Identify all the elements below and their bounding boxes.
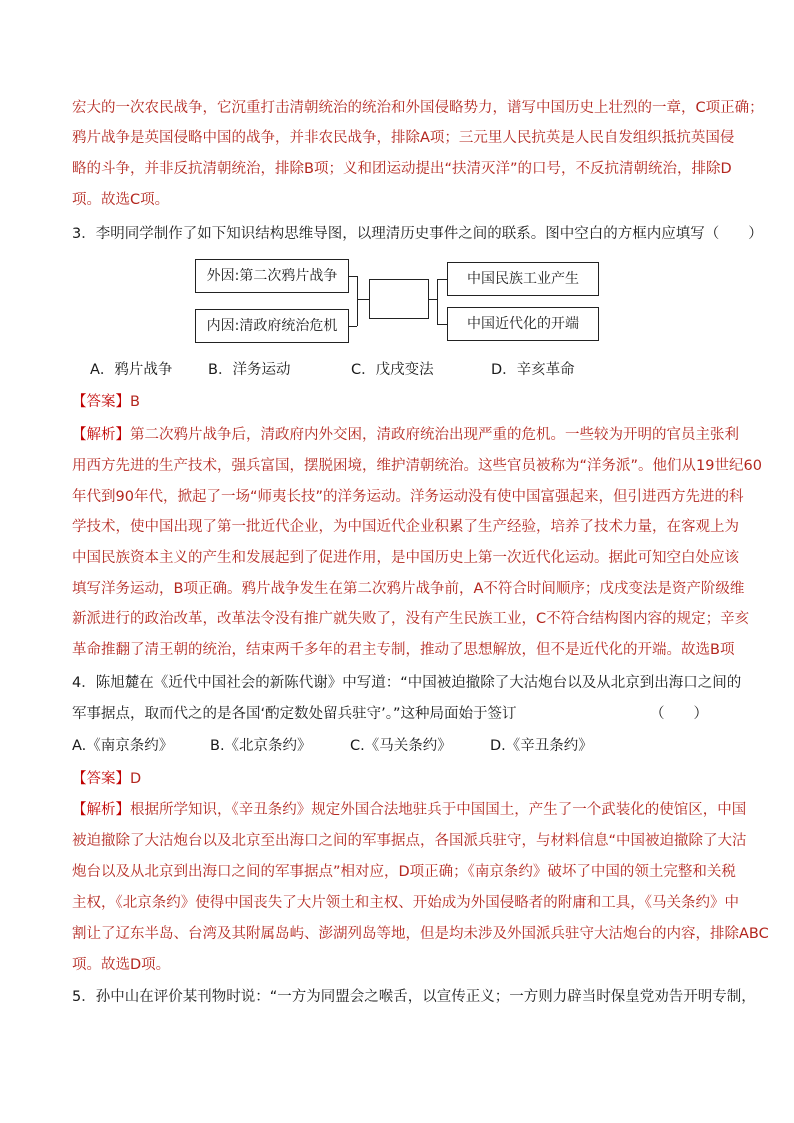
- q3-answer: [72, 392, 722, 412]
- q4-analysis-line-1: 【解析】根据所学知识，《辛丑条约》规定外国合法地驻兵于中国国土，产生了一个武装化的使馆区，中国: [72, 802, 747, 818]
- q4-stem-line-2: 军事据点，取而代之的是各国‘酌定数处留兵驻守’。”这种局面始于签订 （ ）: [72, 706, 708, 722]
- q3-analysis-line-7: 新派进行的政治改革，改革法令没有推广就失败了，没有产生民族工业，C不符合结构图内容的规定；辛亥: [72, 611, 750, 627]
- diagram-box-modernization-start: 中国近代化的开端: [447, 307, 599, 341]
- connector: [357, 299, 369, 300]
- answer-value: D: [130, 771, 142, 787]
- answer-value: B: [130, 394, 140, 410]
- connector: [429, 299, 437, 300]
- analysis-tag: 【解析】: [72, 427, 130, 443]
- connector: [437, 279, 447, 280]
- q4-analysis-line-2: 被迫撤除了大沽炮台以及北京至出海口之间的军事据点，各国派兵驻守，与材料信息“中国被迫撤除了大沽: [72, 833, 747, 849]
- q4-answer: [72, 769, 722, 789]
- q2-analysis-line-4: 项。故选C项。: [72, 192, 170, 208]
- q4-option-b[interactable]: B.《北京条约》: [210, 738, 312, 754]
- connector: [349, 326, 357, 327]
- q3-analysis-line-6: 填写洋务运动，B项正确。鸦片战争发生在第二次鸦片战争前，A不符合时间顺序；戊戌变法是资产阶级维: [72, 581, 745, 597]
- q2-analysis-line-3: 略的斗争，并非反抗清朝统治，排除B项；义和团运动提出“扶清灭洋”的口号，不反抗清朝统治，排除D: [72, 161, 732, 177]
- connector: [437, 279, 438, 324]
- q4-stem-line-1: 4．陈旭麓在《近代中国社会的新陈代谢》中写道：“中国被迫撤除了大沽炮台以及从北京到出海口之间的: [72, 675, 742, 691]
- q4-options: [72, 736, 722, 756]
- q4-analysis-line-5: 割让了辽东半岛、台湾及其附属岛屿、澎湖列岛等地，但是均未涉及外国派兵驻守大沽炮台的内容，排除ABC: [72, 926, 769, 942]
- q4-analysis-line-6: 项。故选D项。: [72, 957, 171, 973]
- q3-option-a[interactable]: A．鸦片战争: [90, 362, 173, 378]
- diagram-box-national-industry: 中国民族工业产生: [447, 262, 599, 296]
- q4-option-a[interactable]: A.《南京条约》: [72, 738, 174, 754]
- answer-tag: 【答案】: [72, 394, 130, 410]
- q2-analysis-line-2: 鸦片战争是英国侵略中国的战争，并非农民战争，排除A项；三元里人民抗英是人民自发组织抵抗英国侵: [72, 130, 735, 146]
- q3-stem: 3．李明同学制作了如下知识结构思维导图，以理清历史事件之间的联系。图中空白的方框内应填写（ ）: [72, 226, 763, 242]
- connector: [357, 276, 358, 326]
- answer-tag: 【答案】: [72, 771, 130, 787]
- q3-option-d[interactable]: D．辛亥革命: [491, 362, 575, 378]
- connector: [437, 324, 447, 325]
- q4-analysis-line-4: 主权，《北京条约》使得中国丧失了大片领土和主权、开始成为外国侵略者的附庸和工具，《马关条约》中: [72, 895, 739, 911]
- q4-option-d[interactable]: D.《辛丑条约》: [490, 738, 593, 754]
- q4-analysis-line-3: 炮台以及从北京到出海口之间的军事据点”相对应，D项正确；《南京条约》破坏了中国的领土完整和关税: [72, 864, 736, 880]
- diagram-box-blank: [369, 279, 429, 319]
- q3-option-c[interactable]: C．戊戌变法: [351, 362, 434, 378]
- q3-analysis-line-5: 中国民族资本主义的产生和发展起到了促进作用，是中国历史上第一次近代化运动。据此可知空白处应该: [72, 550, 739, 566]
- q3-analysis-line-8: 革命推翻了清王朝的统治，结束两千多年的君主专制，推动了思想解放，但不是近代化的开端。故选B项: [72, 642, 735, 658]
- q3-option-b[interactable]: B．洋务运动: [208, 362, 291, 378]
- q3-analysis-line-1: 【解析】第二次鸦片战争后，清政府内外交困，清政府统治出现严重的危机。一些较为开明的官员主张利: [72, 427, 739, 443]
- q3-analysis-line-2: 用西方先进的生产技术，强兵富国，摆脱困境，维护清朝统治。这些官员被称为“洋务派”。他们从19世纪60: [72, 458, 762, 474]
- q4-answer-blank: （ ）: [650, 706, 708, 722]
- q3-analysis-line-4: 学技术，使中国出现了第一批近代企业，为中国近代企业积累了生产经验，培养了技术力量，在客观上为: [72, 519, 739, 535]
- q5-stem-line-1: 5．孙中山在评价某刊物时说：“一方为同盟会之喉舌，以宣传正义；一方则力辟当时保皇党劝告开明专制，: [72, 989, 756, 1005]
- analysis-tag: 【解析】: [72, 802, 130, 818]
- q4-option-c[interactable]: C.《马关条约》: [350, 738, 452, 754]
- diagram-box-internal-cause: 内因:清政府统治危机: [195, 309, 349, 343]
- diagram-box-external-cause: 外因:第二次鸦片战争: [195, 259, 349, 293]
- q2-analysis-line-1: 宏大的一次农民战争，它沉重打击清朝统治的统治和外国侵略势力，谱写中国历史上壮烈的一章，C项正确；: [72, 100, 764, 116]
- connector: [349, 276, 357, 277]
- q3-options: [90, 360, 740, 380]
- q3-analysis-line-3: 年代到90年代，掀起了一场“师夷长技”的洋务运动。洋务运动没有使中国富强起来，但引进西方先进的科: [72, 489, 744, 505]
